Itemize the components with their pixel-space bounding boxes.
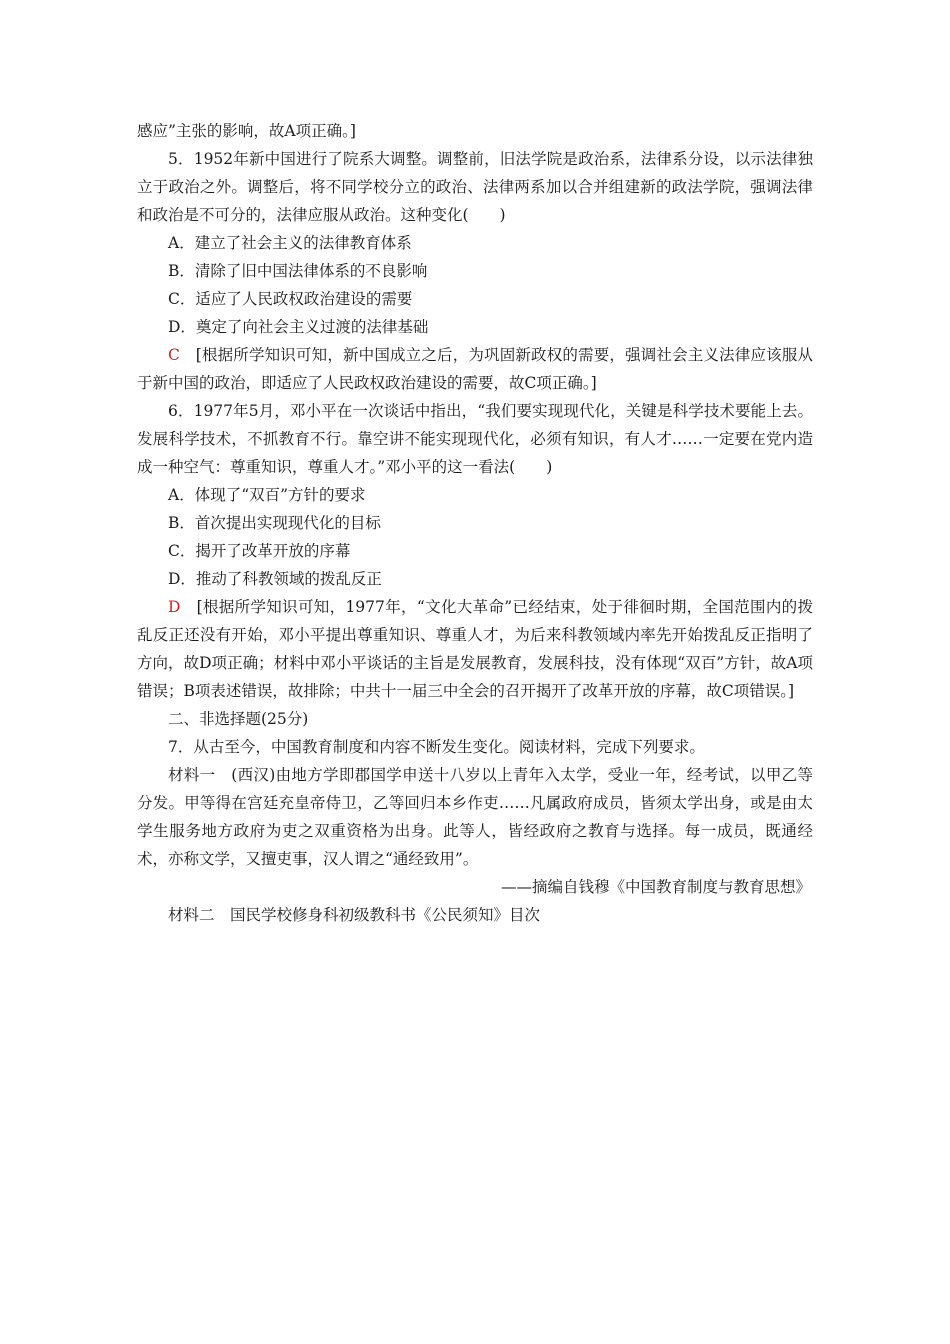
page-content (137, 117, 813, 929)
material-one: 材料一 (西汉)由地方学即郡国学申送十八岁以上青年入太学，受业一年，经考试，以甲乙等分发。甲等得在宫廷充皇帝侍卫，乙等回归本乡作吏……凡属政府成员，皆须太学出身，或是由太学生服务地方政府为吏之双重资格为出身。此等人，皆经政府之教育与选择。每一成员，既通经术，亦称文学，又擅吏事，汉人谓之“通经致用”。 (137, 766, 813, 868)
section-heading: 二、非选择题(25分) (168, 710, 309, 728)
question-6-option-c: C．揭开了改革开放的序幕 (168, 542, 351, 560)
question-5-option-b: B．清除了旧中国法律体系的不良影响 (168, 262, 428, 280)
question-6-option-a: A．体现了“双百”方针的要求 (168, 486, 366, 504)
material-one-source: ——摘编自钱穆《中国教育制度与教育思想》 (500, 878, 811, 896)
question-6-option-b: B．首次提出实现现代化的目标 (168, 514, 381, 532)
question-6-option-d: D．推动了科教领域的拨乱反正 (168, 570, 382, 588)
question-5-answer (137, 341, 813, 397)
question-5-option-a: A．建立了社会主义的法律教育体系 (168, 234, 412, 252)
question-5-stem: 5．1952年新中国进行了院系大调整。调整前，旧法学院是政治系，法律系分设，以示法律独立于政治之外。调整后，将不同学校分立的政治、法律两系加以合并组建新的政法学院，强调法律和政治是不可分的，法律应服从政治。这种变化( ) (137, 150, 813, 224)
material-two: 材料二 国民学校修身科初级教科书《公民须知》目次 (168, 906, 541, 924)
answer-explanation: [根据所学知识可知，1977年，“文化大革命”已经结束，处于徘徊时期，全国范围内的拨乱反正还没有开始，邓小平提出尊重知识、尊重人才，为后来科教领域内率先开始拨乱反正指明了方向，故D项正确；材料中邓小平谈话的主旨是发展教育，发展科技，没有体现“双百”方针，故A项错误；B项表述错误，故排除；中共十一届三中全会的召开揭开了改革开放的序幕，故C项错误。] (137, 598, 813, 700)
answer-letter: D (168, 598, 181, 616)
answer-letter: C (168, 346, 180, 364)
answer-explanation: [根据所学知识可知，新中国成立之后，为巩固新政权的需要，强调社会主义法律应该服从于新中国的政治，即适应了人民政权政治建设的需要，故C项正确。] (137, 346, 813, 392)
question-6-stem: 6．1977年5月，邓小平在一次谈话中指出，“我们要实现现代化，关键是科学技术要能上去。发展科学技术，不抓教育不行。靠空讲不能实现现代化，必须有知识，有人才……一定要在党内造成一种空气：尊重知识，尊重人才。”邓小平的这一看法( ) (137, 402, 813, 476)
question-5-option-c: C．适应了人民政权政治建设的需要 (168, 290, 413, 308)
question-6-answer (137, 593, 813, 705)
previous-explanation-tail: 感应”主张的影响，故A项正确。] (137, 122, 356, 140)
question-5-option-d: D．奠定了向社会主义过渡的法律基础 (168, 318, 429, 336)
question-7-stem: 7．从古至今，中国教育制度和内容不断发生变化。阅读材料，完成下列要求。 (168, 738, 705, 756)
